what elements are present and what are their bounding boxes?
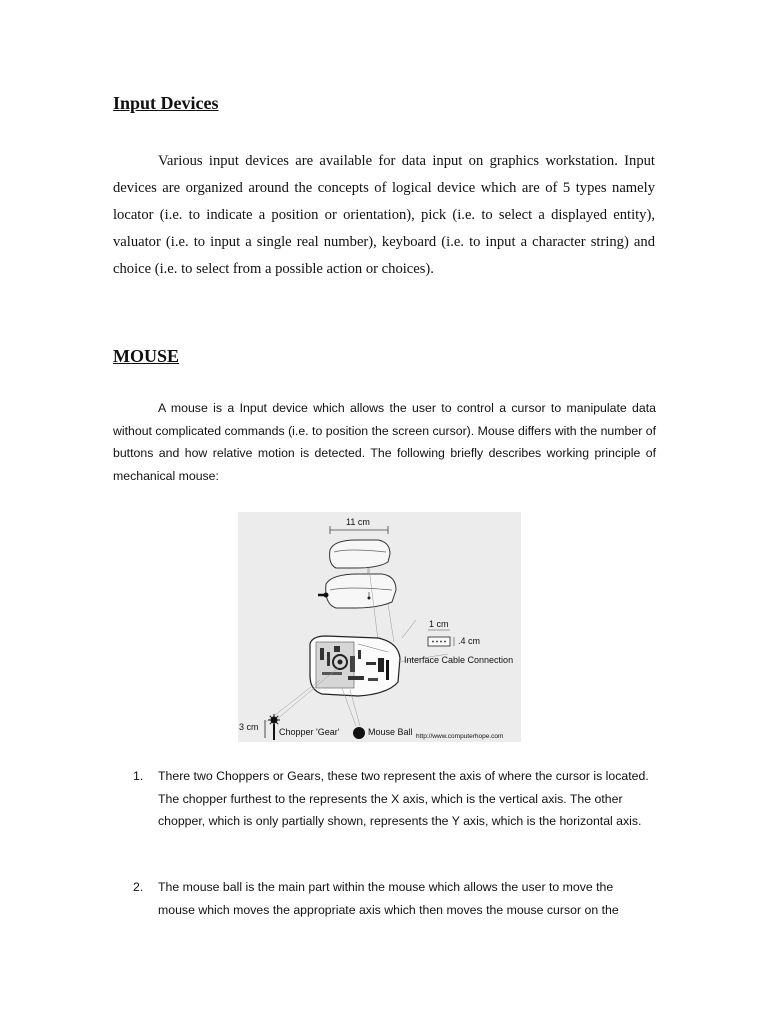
figure-source-url: http://www.computerhope.com — [416, 733, 504, 740]
figure-label-4cm: .4 cm — [458, 636, 481, 646]
list-item-text: There two Choppers or Gears, these two represent the axis of where the cursor is located. The chopper furthest to the represents the X axis, which is the vertical axis. The other chopper, which is only partially shown, represents the Y axis, which is the horizontal axis. — [158, 769, 649, 828]
mouse-diagram-drawing — [238, 512, 521, 742]
list-item — [133, 765, 653, 855]
mechanical-mouse-diagram — [238, 512, 521, 742]
section-title-input-devices: Input Devices — [113, 93, 219, 113]
figure-label-interface-cable: Interface Cable Connection — [404, 655, 514, 665]
input-devices-paragraph-text: Various input devices are available for data input on graphics workstation. Input devices are organized around the concepts of logical device which are of 5 types namely locator (i.e. to indicate a position or orientation), pick (i.e. to select a displayed entity), valuator (i.e. to input a single real number), keyboard (i.e. to input a character string) and choice (i.e. to select from a possible action or choices). — [113, 153, 655, 277]
list-item-number: 2. — [133, 880, 144, 894]
figure-label-3cm: 3 cm — [239, 722, 259, 732]
figure-label-mouse-ball: Mouse Ball — [368, 727, 413, 737]
mouse-paragraph — [113, 397, 656, 487]
list-item-text: The mouse ball is the main part within the mouse which allows the user to move the mouse which moves the appropriate axis which then moves the mouse cursor on the — [158, 880, 619, 917]
list-item — [133, 876, 653, 926]
input-devices-paragraph — [113, 148, 655, 283]
figure-label-1cm: 1 cm — [429, 619, 449, 629]
section-title-mouse: MOUSE — [113, 346, 180, 366]
figure-label-11cm: 11 cm — [346, 517, 370, 527]
mouse-paragraph-text: A mouse is a Input device which allows the user to control a cursor to manipulate data without complicated commands (i.e. to position the screen cursor). Mouse differs with the number of buttons and how relative motion is detected. The following briefly describes working principle of mechanical mouse: — [113, 401, 656, 483]
figure-label-chopper-gear: Chopper 'Gear' — [279, 727, 340, 737]
list-item-number: 1. — [133, 769, 144, 783]
